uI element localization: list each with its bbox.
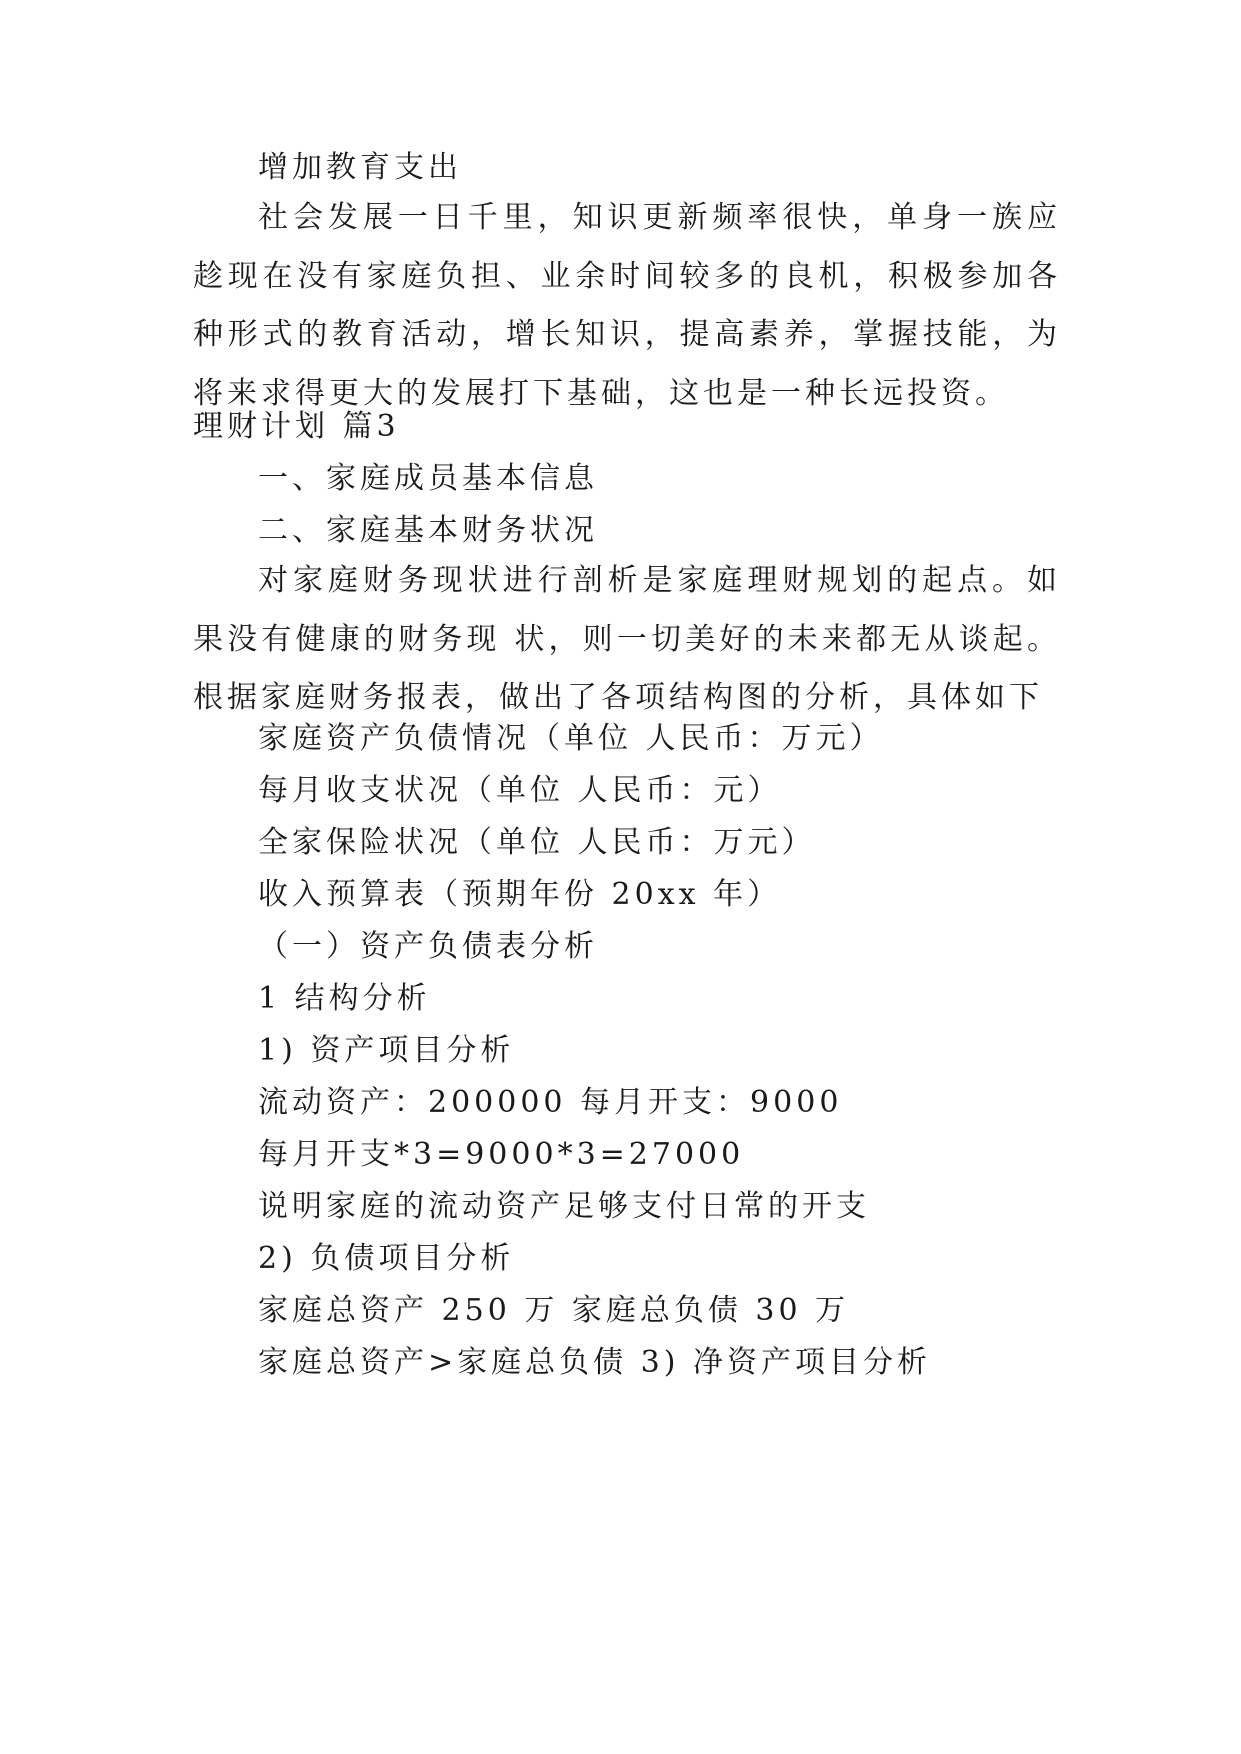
education-paragraph: 社会发展一日千里，知识更新频率很快，单身一族应趁现在没有家庭负担、业余时间较多的良机，积极参加各种形式的教育活动，增长知识，提高素养，掌握技能，为将来求得更大的发展打下基础，这也是一种长远投资。 [193,200,1061,411]
item-basic-info: 一、家庭成员基本信息 [258,461,598,496]
subsection-heading: （一）资产负债表分析 [258,929,598,964]
liability-heading: 2) 负债项目分析 [258,1241,515,1276]
item-financial-status: 二、家庭基本财务状况 [258,513,598,548]
liability-line: 家庭总资产>家庭总负债 3) 净资产项目分析 [258,1345,931,1380]
table-caption-insurance: 全家保险状况（单位 人民币：万元） [258,825,816,860]
table-caption-monthly: 每月收支状况（单位 人民币：元） [258,773,782,808]
asset-line: 流动资产：200000 每月开支：9000 [258,1085,843,1120]
structure-heading: 1 结构分析 [258,981,431,1016]
asset-heading: 1) 资产项目分析 [258,1033,515,1068]
analysis-paragraph: 对家庭财务现状进行剖析是家庭理财规划的起点。如果没有健康的财务现 状，则一切美好的未来都无从谈起。根据家庭财务报表，做出了各项结构图的分析，具体如下 [193,563,1061,715]
liability-line: 家庭总资产 250 万 家庭总负债 30 万 [258,1293,850,1328]
asset-line: 说明家庭的流动资产足够支付日常的开支 [258,1189,870,1224]
section-heading-education: 增加教育支出 [258,150,462,185]
asset-line: 每月开支*3=9000*3=27000 [258,1137,745,1172]
table-caption-balance: 家庭资产负债情况（单位 人民币：万元） [258,721,884,756]
article-title: 理财计划 篇3 [193,409,400,444]
table-caption-budget: 收入预算表（预期年份 20xx 年） [258,877,782,912]
